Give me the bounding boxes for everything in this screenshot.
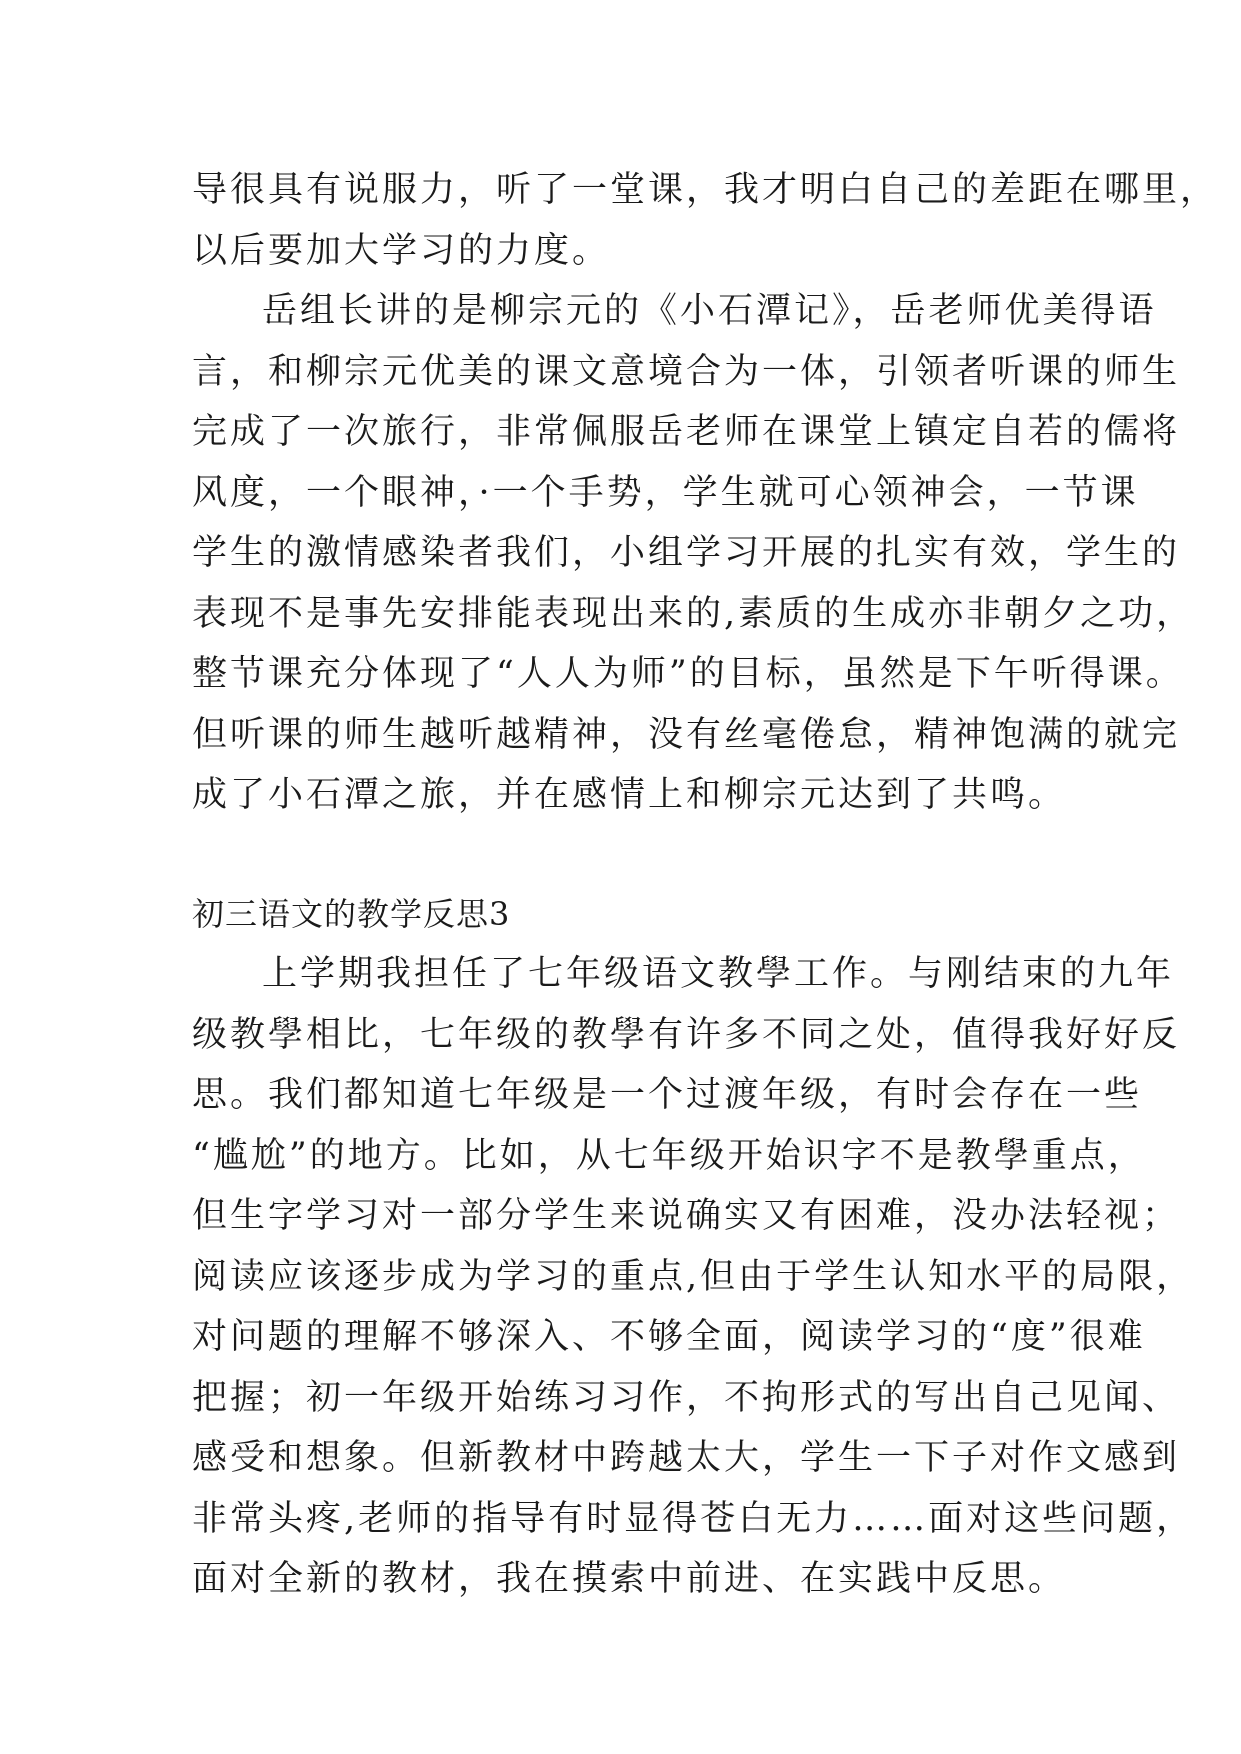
text-line: 非常头疼,老师的指导有时显得苍白无力……面对这些问题，	[192, 1498, 1195, 1539]
text-line: 完成了一次旅行，非常佩服岳老师在课堂上镇定自若的儒将	[192, 412, 1181, 452]
text-line: 感受和想象。但新教材中跨越太大，学生一下子对作文感到	[192, 1438, 1181, 1478]
text-line: “尴尬”的地方。比如，从七年级开始识字不是教學重点，	[192, 1135, 1146, 1176]
document-page	[192, 160, 1219, 1610]
text-line: 但听课的师生越听越精神，没有丝毫倦怠，精神饱满的就完	[192, 714, 1181, 755]
text-line: 整节课充分体现了“人人为师”的目标，虽然是下午听得课。	[192, 654, 1184, 694]
text-line: 把握；初一年级开始练习习作，不拘形式的写出自己见闻、	[192, 1377, 1181, 1418]
text-line: 岳组长讲的是柳宗元的《小石潭记》，岳老师优美得语	[262, 291, 1157, 331]
text-line: 面对全新的教材，我在摸索中前进、在实践中反思。	[192, 1559, 1067, 1599]
text-line: 风度，一个眼神，·一个手势，学生就可心领神会，一节课	[192, 472, 1139, 513]
paragraph-teaching-reflection	[192, 944, 1195, 1610]
text-line: 言，和柳宗元优美的课文意境合为一体，引领者听课的师生	[192, 351, 1181, 392]
paragraph-lesson-review	[192, 281, 1195, 826]
text-line: 导很具有说服力，听了一堂课，我才明白自己的差距在哪里，	[192, 170, 1219, 210]
text-line: 但生字学习对一部分学生来说确实又有困难，没办法轻视；	[192, 1196, 1181, 1236]
section-heading: 初三语文的教学反思3	[192, 894, 511, 933]
text-line: 上学期我担任了七年级语文教學工作。与刚结束的九年	[262, 954, 1175, 994]
text-line: 思。我们都知道七年级是一个过渡年级，有时会存在一些	[192, 1075, 1143, 1115]
text-line: 级教學相比，七年级的教學有许多不同之处，值得我好好反	[192, 1014, 1181, 1055]
paragraph-continuation	[192, 160, 1219, 281]
section-spacer	[192, 826, 1072, 884]
text-line: 以后要加大学习的力度。	[192, 230, 611, 271]
text-line: 表现不是事先安排能表现出来的,素质的生成亦非朝夕之功，	[192, 593, 1195, 634]
text-line: 阅读应该逐步成为学习的重点,但由于学生认知水平的局限，	[192, 1256, 1195, 1297]
text-line: 学生的激情感染者我们，小组学习开展的扎实有效，学生的	[192, 533, 1181, 573]
text-line: 对问题的理解不够深入、不够全面，阅读学习的“度”很难	[192, 1317, 1146, 1357]
text-line: 成了小石潭之旅，并在感情上和柳宗元达到了共鸣。	[192, 775, 1067, 815]
